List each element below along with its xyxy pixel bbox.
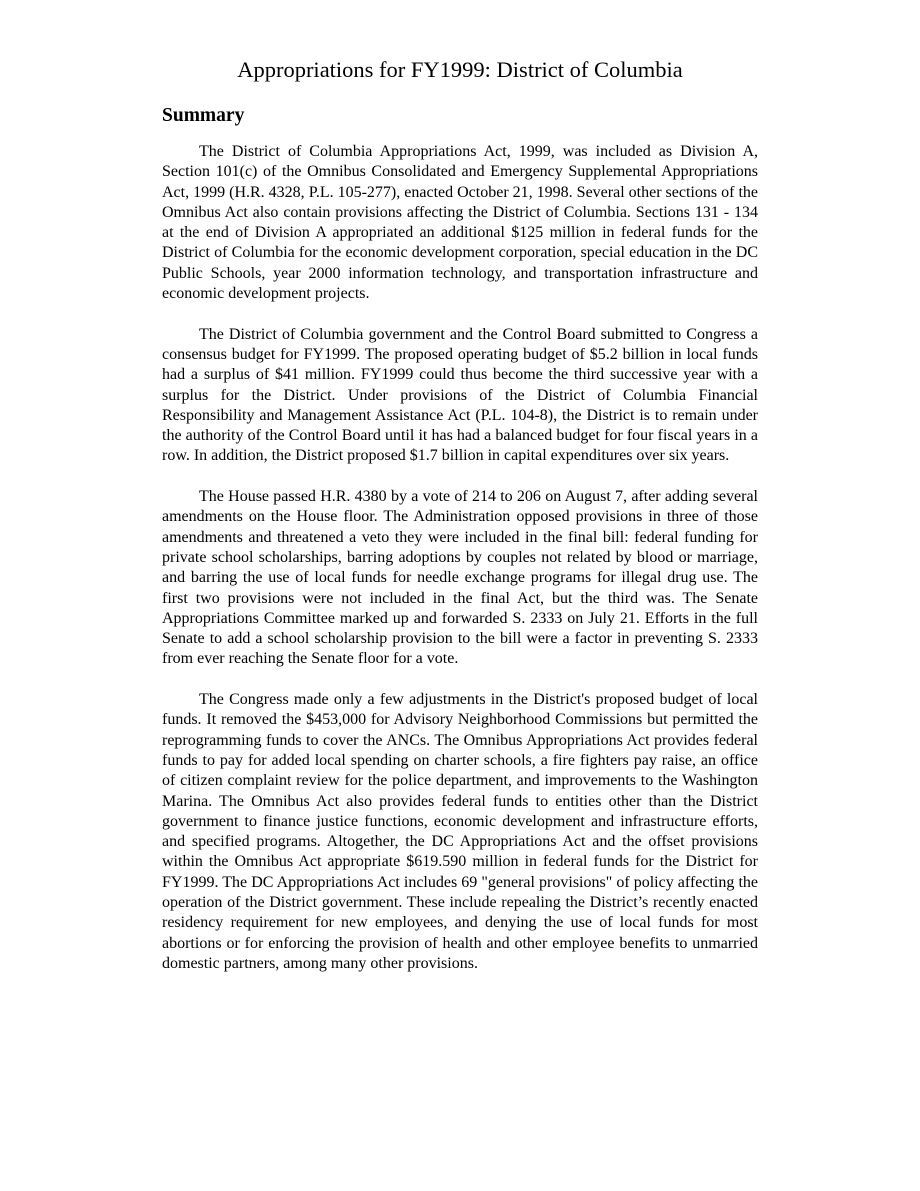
summary-paragraph-2: The District of Columbia government and the Control Board submitted to Congress a consensus budget for FY1999. The proposed operating budget of $5.2 billion in local funds had a surplus of $41 million. FY1999 could thus become the third successive year with a surplus for the District. Under provisions of the District of Columbia Financial Responsibility and Management Assistance Act (P.L. 104-8), the District is to remain under the authority of the Control Board until it has had a balanced budget for four fiscal years in a row. In addition, the District proposed $1.7 billion in capital expenditures over six years. xyxy=(162,325,758,465)
section-heading-summary: Summary xyxy=(162,105,245,126)
document-page xyxy=(162,56,758,974)
summary-paragraph-4: The Congress made only a few adjustments in the District's proposed budget of local funds. It removed the $453,000 for Advisory Neighborhood Commissions but permitted the reprogramming funds to cover the ANCs. The Omnibus Appropriations Act provides federal funds to pay for added local spending on charter schools, a fire fighters pay raise, an office of citizen complaint review for the police department, and improvements to the Washington Marina. The Omnibus Act also provides federal funds to entities other than the District government to finance justice functions, economic development and infrastructure efforts, and specified programs. Altogether, the DC Appropriations Act and the offset provisions within the Omnibus Act appropriate $619.590 million in federal funds for the District for FY1999. The DC Appropriations Act includes 69 "general provisions" of policy affecting the operation of the District government. These include repealing the District’s recently enacted residency requirement for new employees, and denying the use of local funds for most abortions or for enforcing the provision of health and other employee benefits to unmarried domestic partners, among many other provisions. xyxy=(162,691,758,972)
summary-paragraph-1: The District of Columbia Appropriations Act, 1999, was included as Division A, Section 101(c) of the Omnibus Consolidated and Emergency Supplemental Appropriations Act, 1999 (H.R. 4328, P.L. 105-277), enacted October 21, 1998. Several other sections of the Omnibus Act also contain provisions affecting the District of Columbia. Sections 131 - 134 at the end of Division A appropriated an additional $125 million in federal funds for the District of Columbia for the economic development corporation, special education in the DC Public Schools, year 2000 information technology, and transportation infrastructure and economic development projects. xyxy=(162,143,758,303)
summary-paragraph-3: The House passed H.R. 4380 by a vote of 214 to 206 on August 7, after adding several amendments on the House floor. The Administration opposed provisions in three of those amendments and threatened a veto they were included in the final bill: federal funding for private school scholarships, barring adoptions by couples not related by blood or marriage, and barring the use of local funds for needle exchange programs for illegal drug use. The first two provisions were not included in the final Act, but the third was. The Senate Appropriations Committee marked up and forwarded S. 2333 on July 21. Efforts in the full Senate to add a school scholarship provision to the bill were a factor in preventing S. 2333 from ever reaching the Senate floor for a vote. xyxy=(162,488,758,668)
document-title: Appropriations for FY1999: District of Columbia xyxy=(237,57,683,82)
